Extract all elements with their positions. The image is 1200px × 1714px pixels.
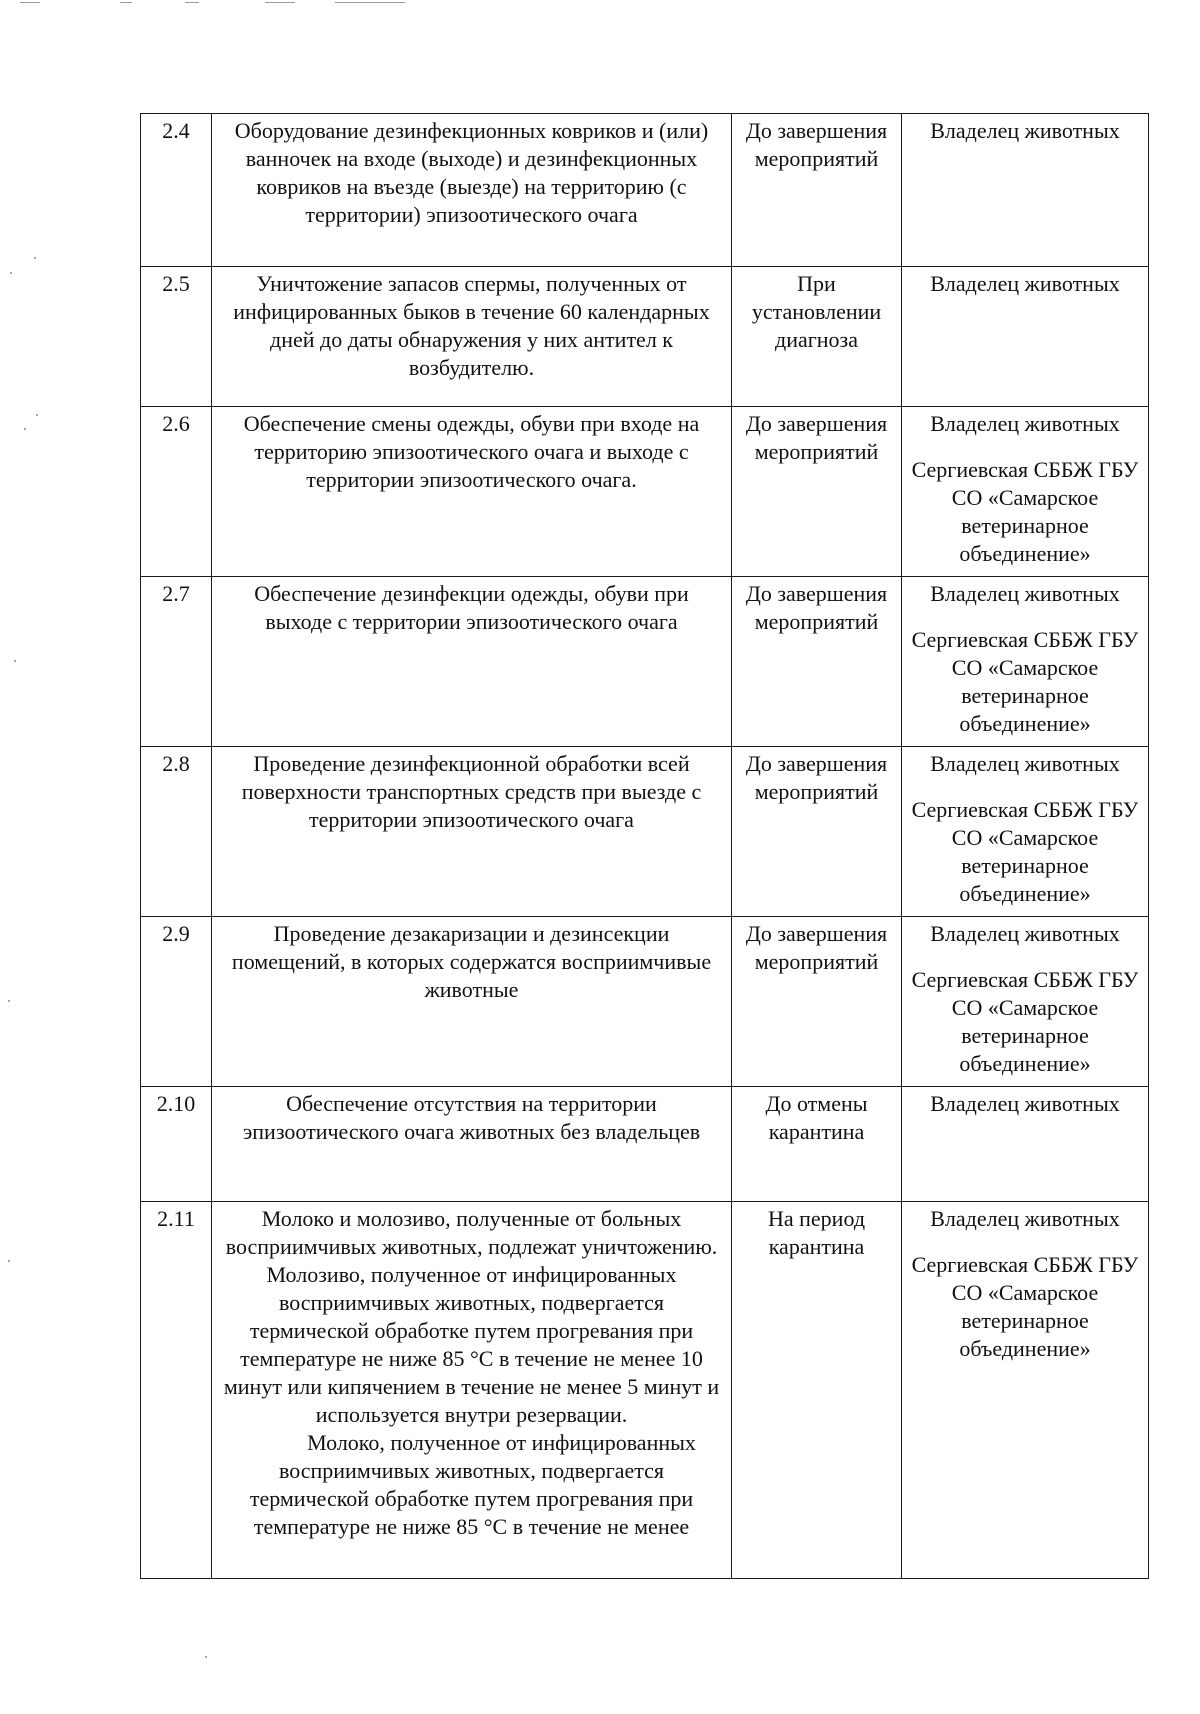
term-cell: До завершения мероприятий (732, 577, 902, 747)
action-text: Обеспечение дезинфекции одежды, обуви при выходе с территории эпизоотического очага (254, 581, 689, 634)
spacer (904, 1233, 1146, 1251)
term-cell: На период карантина (732, 1202, 902, 1579)
scan-artifact (10, 272, 12, 274)
responsible-party: Владелец животных (930, 1091, 1120, 1116)
responsible-party: Владелец животных (930, 581, 1120, 606)
scan-artifact (8, 1000, 10, 1002)
spacer (904, 778, 1146, 796)
responsible-cell (902, 747, 1149, 917)
responsible-cell (902, 407, 1149, 577)
responsible-party: Владелец животных (930, 1206, 1120, 1231)
action-cell (212, 1087, 732, 1202)
action-cell (212, 267, 732, 407)
action-text: Обеспечение отсутствия на территории эпизоотического очага животных без владельцев (242, 1091, 701, 1144)
spacer (904, 438, 1146, 456)
action-text: Молоко и молозиво, полученные от больных восприимчивых животных, подлежат уничтожению. Молозиво, полученное от инфицированных восприимчивых животных, подвергается термической обработке путем прогревания при температуре не ниже 85 °С в течение не менее 10 минут или кипячением в течение не менее 5 минут и используется внутри резервации. (223, 1206, 720, 1427)
table-row (141, 747, 1149, 917)
responsible-party: Владелец животных (930, 411, 1120, 436)
item-number: 2.6 (141, 407, 212, 577)
responsible-party: Владелец животных (930, 271, 1120, 296)
scan-artifact (205, 1656, 207, 1658)
responsible-cell (902, 267, 1149, 407)
item-number: 2.4 (141, 114, 212, 267)
table-row (141, 1202, 1149, 1579)
scan-artifact (8, 1260, 10, 1262)
item-number: 2.11 (141, 1202, 212, 1579)
scan-artifact (20, 2, 40, 3)
term-cell: До завершения мероприятий (732, 114, 902, 267)
action-cell (212, 917, 732, 1087)
table-row (141, 114, 1149, 267)
scan-artifact (265, 2, 295, 3)
responsible-cell (902, 917, 1149, 1087)
table-row (141, 407, 1149, 577)
item-number: 2.5 (141, 267, 212, 407)
responsible-party: Владелец животных (930, 751, 1120, 776)
table-row (141, 577, 1149, 747)
responsible-party: Владелец животных (930, 118, 1120, 143)
scan-artifact (185, 2, 199, 3)
action-cell (212, 407, 732, 577)
scan-artifact (24, 428, 26, 430)
scan-artifact (14, 660, 16, 662)
spacer (904, 608, 1146, 626)
scan-artifact (34, 257, 36, 259)
table-row (141, 917, 1149, 1087)
term-cell: До завершения мероприятий (732, 747, 902, 917)
table-row (141, 267, 1149, 407)
responsible-cell (902, 114, 1149, 267)
item-number: 2.8 (141, 747, 212, 917)
scan-artifact (36, 414, 38, 416)
responsible-party: Сергиевская СББЖ ГБУ СО «Самарское ветеринарное объединение» (911, 967, 1139, 1076)
scan-artifact (120, 2, 132, 3)
term-cell: До завершения мероприятий (732, 407, 902, 577)
measures-table (140, 113, 1149, 1579)
term-cell: При установлении диагноза (732, 267, 902, 407)
action-text: Обеспечение смены одежды, обуви при входе на территорию эпизоотического очага и выходе с территории эпизоотического очага. (243, 411, 700, 492)
responsible-party: Сергиевская СББЖ ГБУ СО «Самарское ветеринарное объединение» (911, 457, 1139, 566)
responsible-party: Сергиевская СББЖ ГБУ СО «Самарское ветеринарное объединение» (911, 627, 1139, 736)
table-row (141, 1087, 1149, 1202)
responsible-cell (902, 1202, 1149, 1579)
action-text: Уничтожение запасов спермы, полученных от инфицированных быков в течение 60 календарных дней до даты обнаружения у них антител к возбудителю. (233, 271, 710, 380)
action-cell (212, 114, 732, 267)
action-cell (212, 747, 732, 917)
action-cell (212, 577, 732, 747)
action-text: Проведение дезинфекционной обработки всей поверхности транспортных средств при выезде с территории эпизоотического очага (241, 751, 702, 832)
spacer (904, 948, 1146, 966)
action-text: Молоко, полученное от инфицированных восприимчивых животных, подвергается термической обработке путем прогревания при температуре не ниже 85 °С в течение не менее (249, 1430, 696, 1539)
term-cell: До завершения мероприятий (732, 917, 902, 1087)
term-cell: До отмены карантина (732, 1087, 902, 1202)
action-text: Проведение дезакаризации и дезинсекции помещений, в которых содержатся восприимчивые животные (231, 921, 712, 1002)
action-cell (212, 1202, 732, 1579)
responsible-party: Сергиевская СББЖ ГБУ СО «Самарское ветеринарное объединение» (911, 1252, 1139, 1361)
responsible-party: Сергиевская СББЖ ГБУ СО «Самарское ветеринарное объединение» (911, 797, 1139, 906)
item-number: 2.10 (141, 1087, 212, 1202)
item-number: 2.9 (141, 917, 212, 1087)
responsible-cell (902, 577, 1149, 747)
responsible-party: Владелец животных (930, 921, 1120, 946)
item-number: 2.7 (141, 577, 212, 747)
scan-artifact (335, 2, 405, 3)
action-text: Оборудование дезинфекционных ковриков и (или) ванночек на входе (выходе) и дезинфекционных ковриков на въезде (выезде) на территорию (с территории) эпизоотического очага (234, 118, 709, 227)
responsible-cell (902, 1087, 1149, 1202)
